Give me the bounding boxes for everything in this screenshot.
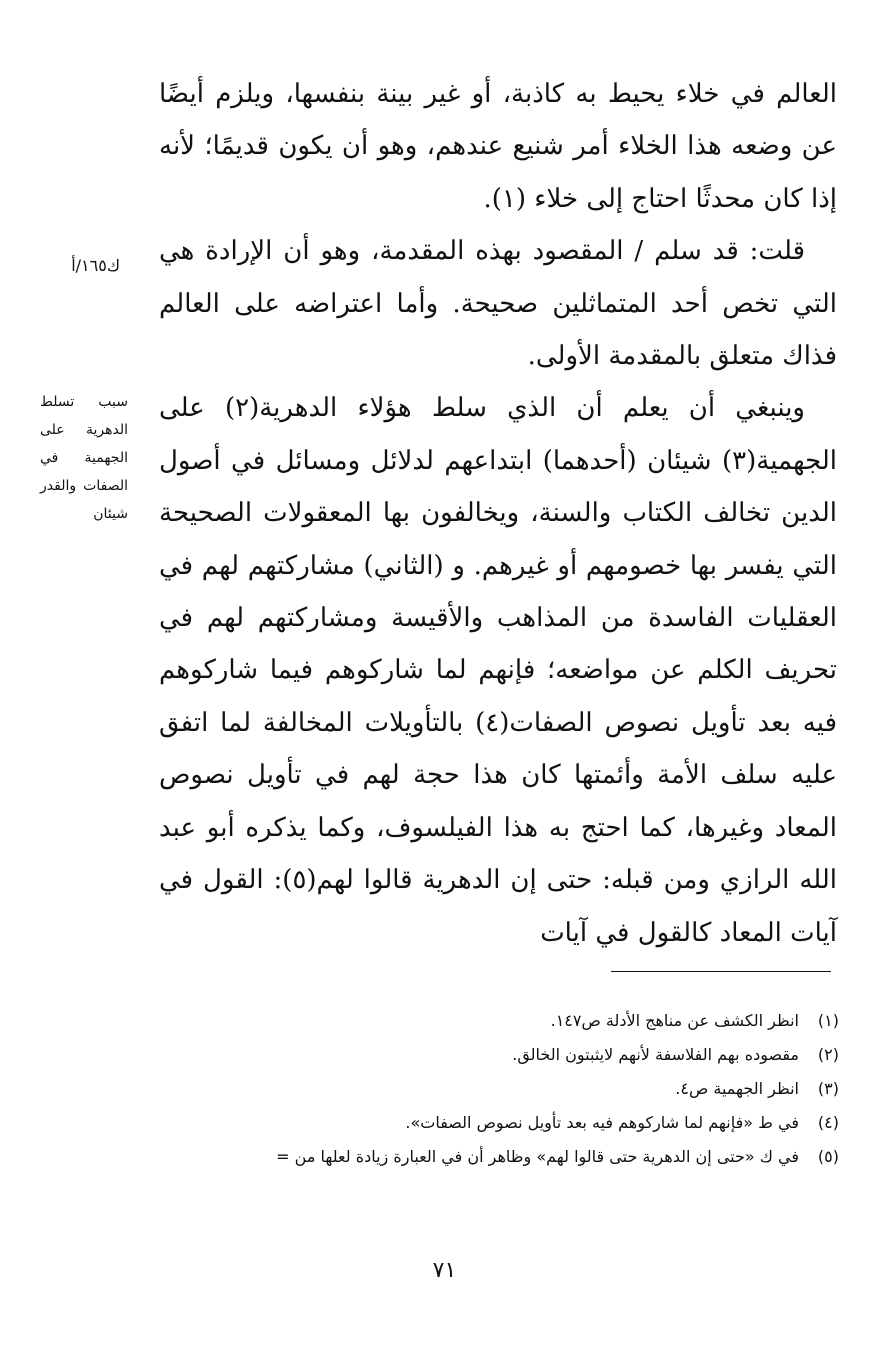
footnote-item — [139, 1140, 839, 1174]
footnote-item — [139, 1004, 839, 1038]
footnote-number: (٥) — [817, 1147, 839, 1166]
footnote-text: في ط «فإنهم لما شاركوهم فيه بعد تأويل نصوص الصفات». — [405, 1113, 799, 1132]
margin-topic-note: سبب تسلط الدهرية على الجهمية في الصفات والقدر شيئان — [40, 394, 128, 522]
footnote-number: (٢) — [817, 1045, 839, 1064]
footnote-text: انظر الكشف عن مناهج الأدلة ص١٤٧. — [550, 1011, 799, 1030]
page-number: ٧١ — [432, 1258, 457, 1283]
footnote-number: (٤) — [817, 1113, 839, 1132]
main-text — [159, 68, 837, 959]
footnotes — [139, 1004, 839, 1174]
footnote-text: انظر الجهمية ص٤. — [675, 1079, 799, 1098]
footnote-separator — [611, 971, 831, 972]
footnote-text: مقصوده بهم الفلاسفة لأنهم لايثبتون الخالق. — [512, 1045, 799, 1064]
footnote-item — [139, 1106, 839, 1140]
footnote-number: (١) — [817, 1011, 839, 1030]
footnote-number: (٣) — [817, 1079, 839, 1098]
footnote-text: في ك «حتى إن الدهرية حتى قالوا لهم» وظاهر أن في العبارة زيادة لعلها من = — [276, 1147, 799, 1166]
paragraph-3: وينبغي أن يعلم أن الذي سلط هؤلاء الدهرية(٢) على الجهمية(٣) شيئان (أحدهما) ابتداعهم لدلائل ومسائل في أصول الدين تخالف الكتاب والسنة، ويخالفون بها المعقولات الصحيحة التي يفسر بها خصومهم أو غيرهم. و (الثاني) مشاركتهم لهم في العقليات الفاسدة من المذاهب والأقيسة ومشاركتهم لهم في تحريف الكلم عن مواضعه؛ فإنهم لما شاركوهم فيما شاركوهم فيه بعد تأويل نصوص الصفات(٤) بالتأويلات المخالفة لما اتفق عليه سلف الأمة وأئمتها كان هذا حجة لهم في تأويل نصوص المعاد وغيرها، كما احتج به هذا الفيلسوف، وكما يذكره أبو عبد الله الرازي ومن قبله: حتى إن الدهرية قالوا لهم(٥): القول في آيات المعاد كالقول في آيات — [159, 393, 838, 948]
footnote-item — [139, 1038, 839, 1072]
paragraph-2: قلت: قد سلم / المقصود بهذه المقدمة، وهو أن الإرادة هي التي تخص أحد المتماثلين صحيحة. وأما اعتراضه على العالم فذاك متعلق بالمقدمة الأولى. — [159, 236, 837, 372]
margin-folio-reference: ك١٦٥/أ — [71, 256, 120, 275]
footnote-item — [139, 1072, 839, 1106]
paragraph-1: العالم في خلاء يحيط به كاذبة، أو غير بينة بنفسها، ويلزم أيضًا عن وضعه هذا الخلاء أمر شنيع عندهم، وهو أن يكون قديمًا؛ لأنه إذا كان محدثًا احتاج إلى خلاء (١). — [159, 79, 837, 214]
